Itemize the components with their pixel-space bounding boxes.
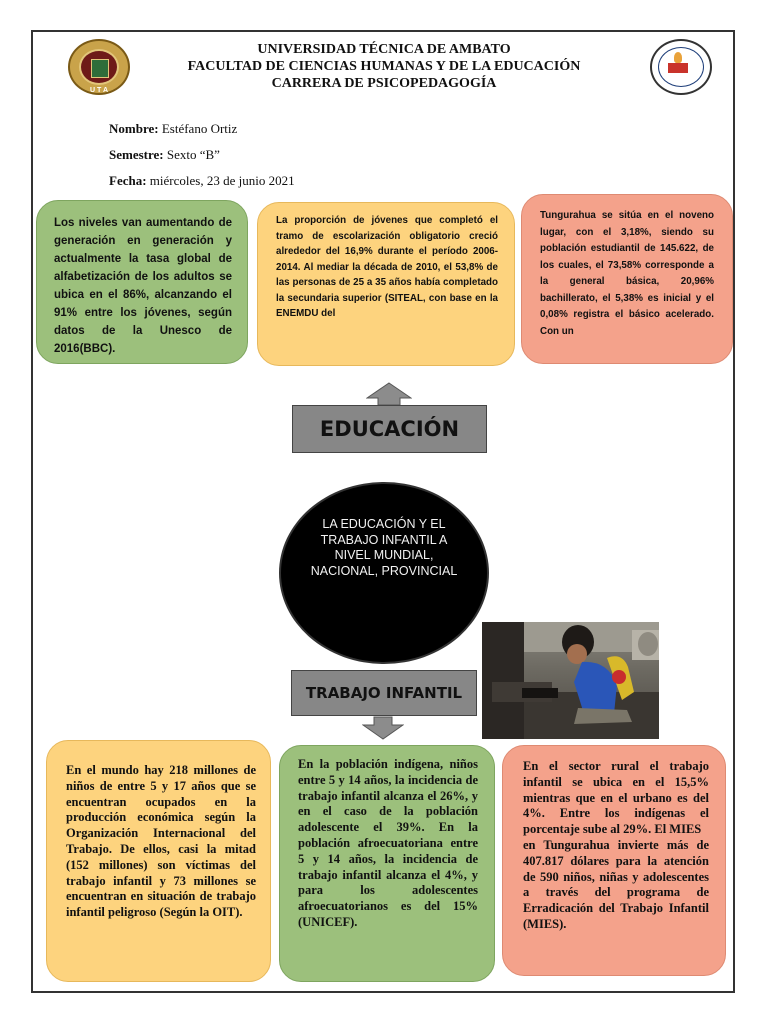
- schooling-box: La proporción de jóvenes que completó el tramo de escolarización obligatorio creció alrededor del 16,9% durante el período 2006- 2014. Al mediar la década de 2010, el 53,8% de las personas de 25 a 35 años había completado la secundaria superior (SITEAL, con base en la ENEMDU del: [257, 202, 515, 366]
- up-arrow-icon: [366, 382, 412, 406]
- career-title: CARRERA DE PSICOPEDAGOGÍA: [271, 76, 497, 91]
- ethnic-child-labor-box: En la población indígena, niños entre 5 y 14 años, la incidencia de trabajo infantil alcanza el 26%, y en el caso de la población adolescente el 39%. En la población afroecuatoriana entre 5 y 14 años, la incidencia de trabajo infantil alcanza el 4%, y para los adolescentes afroecuatorianos es del 15% (UNICEF).: [279, 745, 495, 982]
- world-child-labor-box: En el mundo hay 218 millones de niños de entre 5 y 17 años que se encuentran ocupados en la producción económica según la Organización Internacional del Trabajo. De ellos, casi la mitad (152 millones) son víctimas del trabajo infantil y 73 millones se encuentran en situación de trabajo infantil peligroso (Según la OIT).: [46, 740, 271, 982]
- name-value: Estéfano Ortiz: [161, 121, 238, 136]
- faculty-seal-icon: [650, 39, 712, 95]
- name-line: [109, 121, 237, 137]
- education-label: EDUCACIÓN: [292, 405, 487, 453]
- rural-child-labor-box: [502, 745, 726, 976]
- date-line: [109, 173, 295, 189]
- semester-label: Semestre:: [109, 147, 164, 162]
- down-arrow-icon: [362, 716, 404, 740]
- name-label: Nombre:: [109, 121, 159, 136]
- university-title: UNIVERSIDAD TÉCNICA DE AMBATO: [257, 42, 511, 57]
- date-value: miércoles, 23 de junio 2021: [149, 173, 295, 188]
- date-label: Fecha:: [109, 173, 147, 188]
- central-topic-text: LA EDUCACIÓN Y EL TRABAJO INFANTIL A NIVEL MUNDIAL, NACIONAL, PROVINCIAL: [310, 517, 458, 578]
- mies-investment-text: en Tungurahua invierte más de 407.817 dólares para la atención de 590 niños, niñas y adolescentes a través del programa de Erradicación del Trabajo Infantil (MIES).: [523, 837, 709, 931]
- uta-seal-icon: [68, 39, 130, 95]
- child-labor-label: TRABAJO INFANTIL: [291, 670, 477, 716]
- semester-line: [109, 147, 220, 163]
- child-shoeshine-photo: [482, 622, 659, 739]
- rural-child-labor-text: En el sector rural el trabajo infantil se ubica en el 15,5% mientras que en el urbano es del 4%. Entre los indígenas el porcentaje sube al 29%. El MIES: [523, 759, 709, 837]
- semester-value: Sexto “B”: [166, 147, 220, 162]
- uta-seal-text: U T A: [89, 87, 109, 94]
- faculty-title: FACULTAD DE CIENCIAS HUMANAS Y DE LA EDUCACIÓN: [187, 59, 581, 74]
- literacy-box: Los niveles van aumentando de generación en generación y actualmente la tasa global de alfabetización de los adultos se ubica en el 86%, alcanzando el 91% entre los jóvenes, según datos de la Unesco de 2016(BBC).: [36, 200, 248, 364]
- document-header: [140, 41, 628, 92]
- tungurahua-education-box: Tungurahua se sitúa en el noveno lugar, con el 3,18%, siendo su población estudiantil de 145.622, de los cuales, el 73,58% corresponde a la general básica, 20,96% bachillerato, el 5,38% es inicial y el 0,08% registra el básico acelerado. Con un: [521, 194, 733, 364]
